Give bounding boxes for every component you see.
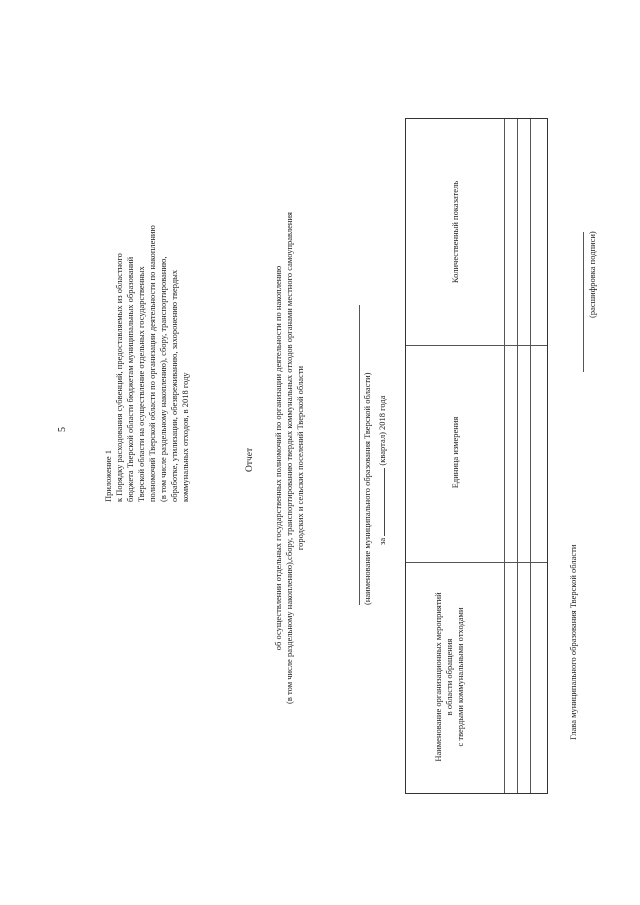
page-number: 5 [57,427,68,432]
period-blank [384,468,385,536]
signature-head-label: Глава муниципального образования Тверской области [568,544,578,740]
appendix-line: обработке, утилизации, обезвреживанию, захоронению твердых [169,269,179,502]
signature-blank-line [583,232,584,372]
report-title: Отчет [245,447,255,472]
table-row-rule [530,119,531,793]
period-suffix: (квартал) 2018 года [377,395,387,466]
period-prefix: за [377,537,387,545]
appendix-line: полномочий Тверской области по организации деятельности по накоплению [147,225,157,502]
appendix-line: бюджета Тверской области бюджетам муниципальных образований [125,256,135,502]
table-header-bottom-rule [504,119,505,793]
appendix-line: к Порядку расходования субвенций, предоставляемых из областного [114,253,124,502]
appendix-line: Тверской области на осуществление отдельных государственных [136,266,146,502]
appendix-line: (в том числе раздельному накоплению), сбору, транспортированию, [158,256,168,502]
signature-decoding-caption: (расшифровка подписи) [587,231,597,318]
appendix-block [103,225,191,502]
table-header-measures: Наименование организационных мероприятий в области обращения с твердыми коммунальными отходами [433,592,465,762]
report-subtitle-line: (в том числе раздельному накоплению),сбору, транспортированию твердых коммунальных отходов органами местного самоуправления [284,212,294,704]
table-column-rule [406,562,547,563]
municipality-caption: (наименование муниципального образования Тверской области) [362,372,372,605]
table-header-unit: Единица измерения [450,416,460,489]
appendix-line: Приложение 1 [103,450,113,502]
table-header-quantity: Количественный показатель [450,180,460,284]
report-subtitle-line: городских и сельских поселений Тверской области [295,365,305,551]
municipality-blank-line [359,305,360,605]
table-column-rule [406,345,547,346]
period-line [377,395,388,545]
report-subtitle-line: об осуществлении отдельных государственных полномочий по организации деятельности по накоплению [273,265,283,651]
report-subtitle [273,138,306,778]
report-table [405,118,548,794]
table-row-rule [517,119,518,793]
appendix-line: коммунальных отходов, в 2018 году [180,372,190,502]
